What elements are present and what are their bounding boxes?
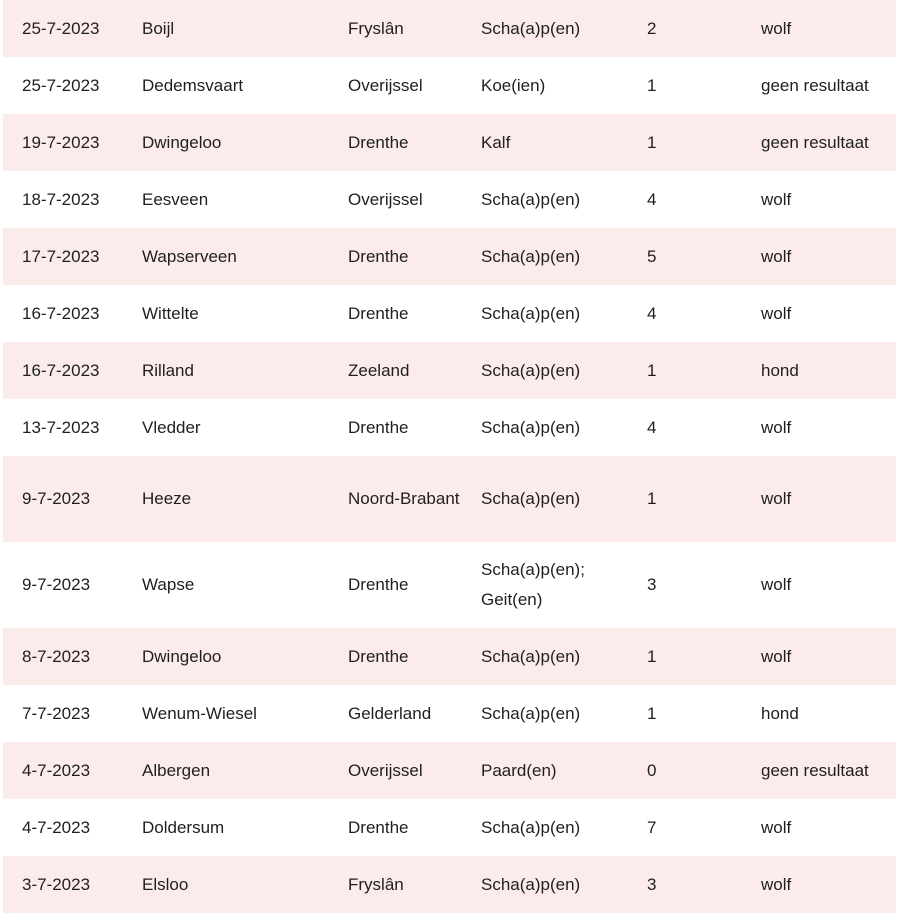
cell-count: 2 xyxy=(647,18,657,38)
cell-result: wolf xyxy=(761,874,792,894)
table-row xyxy=(3,285,896,342)
cell-result: hond xyxy=(761,703,799,723)
cell-result: wolf xyxy=(761,489,792,508)
cell-province: Overijssel xyxy=(348,189,423,209)
cell-result: geen resultaat xyxy=(761,75,869,95)
cell-province: Noord-Brabant xyxy=(348,489,460,508)
cell-province: Drenthe xyxy=(348,575,409,594)
cell-count: 1 xyxy=(647,360,657,380)
cell-result: wolf xyxy=(761,303,792,323)
cell-place: Heeze xyxy=(142,489,192,508)
cell-date: 25-7-2023 xyxy=(22,75,100,95)
cell-animal: Scha(a)p(en) xyxy=(481,417,581,437)
cell-result: wolf xyxy=(761,246,792,266)
cell-date: 18-7-2023 xyxy=(22,189,100,209)
cell-place: Boijl xyxy=(142,18,175,38)
cell-result: hond xyxy=(761,360,799,380)
cell-animal: Scha(a)p(en) xyxy=(481,646,581,666)
cell-place: Wapserveen xyxy=(142,246,237,266)
cell-animal: Scha(a)p(en) xyxy=(481,189,581,209)
cell-province: Drenthe xyxy=(348,817,409,837)
cell-result: wolf xyxy=(761,417,792,437)
cell-date: 16-7-2023 xyxy=(22,360,100,380)
table-row xyxy=(3,114,896,171)
table-row xyxy=(3,799,896,856)
cell-count: 3 xyxy=(647,874,657,894)
cell-province: Overijssel xyxy=(348,760,423,780)
cell-date: 17-7-2023 xyxy=(22,246,100,266)
cell-place: Vledder xyxy=(142,417,201,437)
cell-animal: Scha(a)p(en) xyxy=(481,703,581,723)
cell-province: Drenthe xyxy=(348,132,409,152)
cell-province: Drenthe xyxy=(348,246,409,266)
cell-province: Drenthe xyxy=(348,303,409,323)
cell-place: Dwingeloo xyxy=(142,646,222,666)
cell-date: 3-7-2023 xyxy=(22,874,91,894)
cell-count: 1 xyxy=(647,703,657,723)
cell-animal: Scha(a)p(en) xyxy=(481,874,581,894)
table-row xyxy=(3,685,896,742)
cell-animal: Scha(a)p(en) xyxy=(481,360,581,380)
incident-table xyxy=(3,0,896,913)
cell-animal: Paard(en) xyxy=(481,760,557,780)
table-row xyxy=(3,456,896,542)
cell-date: 16-7-2023 xyxy=(22,303,100,323)
cell-province: Overijssel xyxy=(348,75,423,95)
cell-place: Wenum-Wiesel xyxy=(142,703,257,723)
cell-place: Wapse xyxy=(142,575,195,594)
cell-animal: Kalf xyxy=(481,132,511,152)
cell-date: 8-7-2023 xyxy=(22,646,91,666)
cell-count: 3 xyxy=(647,575,657,594)
incident-table-body xyxy=(3,0,896,913)
cell-result: wolf xyxy=(761,817,792,837)
cell-province: Fryslân xyxy=(348,18,404,38)
cell-place: Albergen xyxy=(142,760,211,780)
table-row xyxy=(3,399,896,456)
cell-province: Zeeland xyxy=(348,360,410,380)
cell-date: 19-7-2023 xyxy=(22,132,100,152)
table-row xyxy=(3,542,896,628)
cell-date: 9-7-2023 xyxy=(22,489,91,508)
cell-place: Rilland xyxy=(142,360,194,380)
cell-result: wolf xyxy=(761,646,792,666)
table-row xyxy=(3,57,896,114)
cell-animal: Scha(a)p(en); Geit(en) xyxy=(481,560,585,609)
cell-place: Dedemsvaart xyxy=(142,75,244,95)
table-row xyxy=(3,342,896,399)
cell-count: 1 xyxy=(647,489,657,508)
cell-count: 4 xyxy=(647,417,657,437)
table-row xyxy=(3,0,896,57)
cell-result: wolf xyxy=(761,189,792,209)
cell-count: 4 xyxy=(647,189,657,209)
cell-date: 4-7-2023 xyxy=(22,760,91,780)
cell-place: Eesveen xyxy=(142,189,209,209)
cell-result: wolf xyxy=(761,575,792,594)
cell-place: Dwingeloo xyxy=(142,132,222,152)
cell-result: geen resultaat xyxy=(761,132,869,152)
cell-date: 7-7-2023 xyxy=(22,703,91,723)
cell-count: 0 xyxy=(647,760,657,780)
cell-count: 1 xyxy=(647,646,657,666)
cell-province: Gelderland xyxy=(348,703,432,723)
cell-place: Wittelte xyxy=(142,303,199,323)
cell-province: Fryslân xyxy=(348,874,404,894)
incident-table-container xyxy=(3,0,896,913)
cell-count: 5 xyxy=(647,246,657,266)
cell-result: wolf xyxy=(761,18,792,38)
cell-animal: Scha(a)p(en) xyxy=(481,18,581,38)
cell-count: 1 xyxy=(647,132,657,152)
cell-animal: Scha(a)p(en) xyxy=(481,246,581,266)
cell-date: 13-7-2023 xyxy=(22,417,100,437)
cell-date: 4-7-2023 xyxy=(22,817,91,837)
table-row xyxy=(3,228,896,285)
cell-count: 7 xyxy=(647,817,657,837)
cell-date: 9-7-2023 xyxy=(22,575,91,594)
cell-province: Drenthe xyxy=(348,646,409,666)
cell-animal: Scha(a)p(en) xyxy=(481,489,581,508)
table-row xyxy=(3,742,896,799)
cell-animal: Scha(a)p(en) xyxy=(481,817,581,837)
cell-result: geen resultaat xyxy=(761,760,869,780)
cell-place: Elsloo xyxy=(142,874,189,894)
table-row xyxy=(3,171,896,228)
table-row xyxy=(3,856,896,913)
cell-place: Doldersum xyxy=(142,817,225,837)
cell-count: 4 xyxy=(647,303,657,323)
table-row xyxy=(3,628,896,685)
cell-animal: Koe(ien) xyxy=(481,75,546,95)
cell-province: Drenthe xyxy=(348,417,409,437)
cell-date: 25-7-2023 xyxy=(22,18,100,38)
cell-animal: Scha(a)p(en) xyxy=(481,303,581,323)
cell-count: 1 xyxy=(647,75,657,95)
